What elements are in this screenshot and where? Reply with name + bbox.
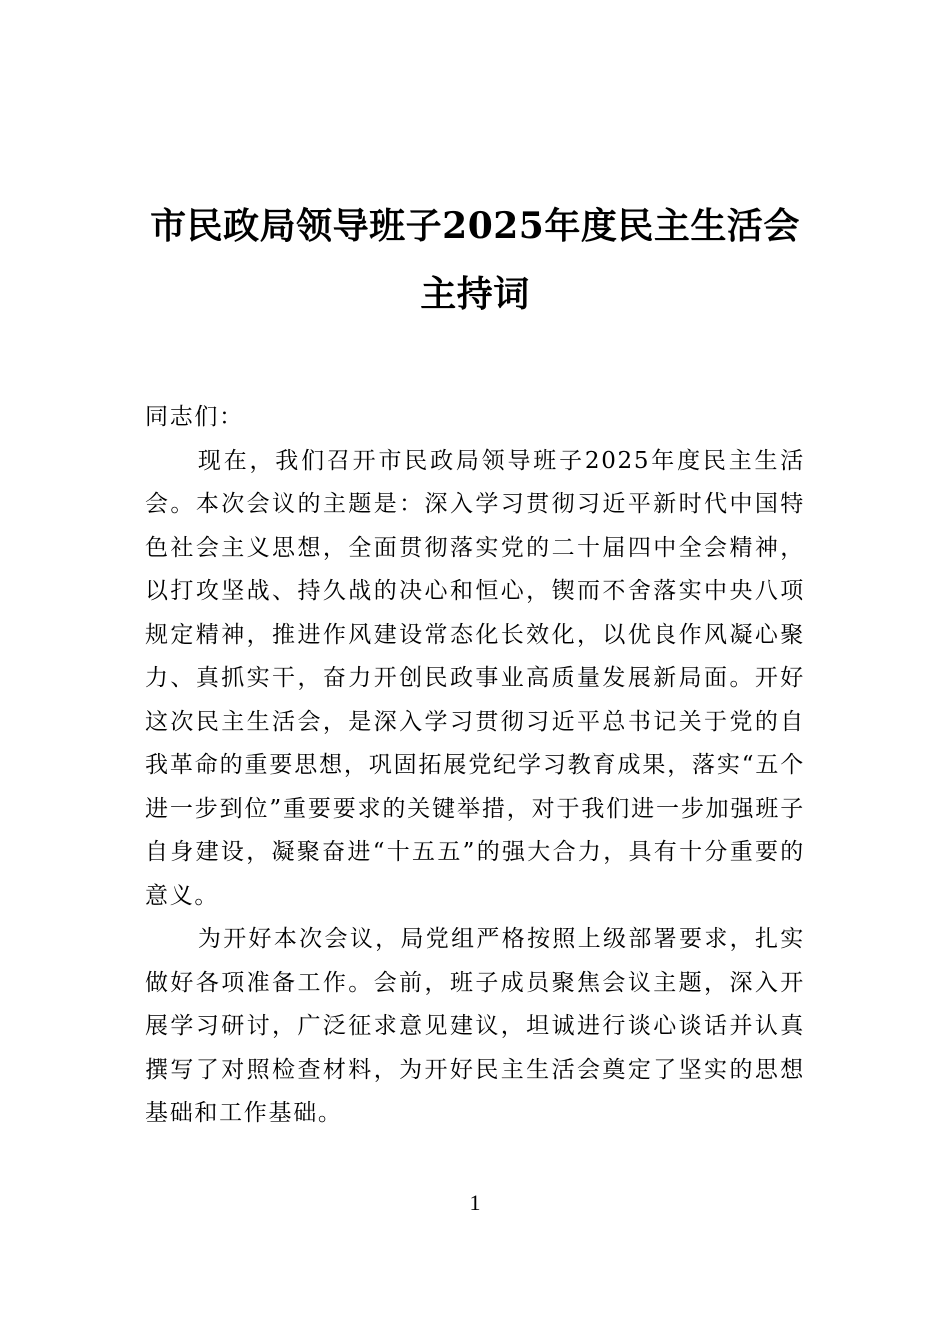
paragraph-preparation: 为开好本次会议，局党组严格按照上级部署要求，扎实做好各项准备工作。会前，班子成员聚焦会议主题，深入开展学习研讨，广泛征求意见建议，坦诚进行谈心谈话并认真撰写了对照检查材料，为开好民主生活会奠定了坚实的思想基础和工作基础。 bbox=[145, 926, 805, 1126]
document-title: 市民政局领导班子2025年度民主生活会主持词 bbox=[150, 205, 800, 315]
page-number: 1 bbox=[469, 1190, 481, 1215]
document-body bbox=[145, 396, 805, 1136]
greeting: 同志们： bbox=[145, 404, 244, 430]
paragraph-opening: 现在，我们召开市民政局领导班子2025年度民主生活会。本次会议的主题是：深入学习贯彻习近平新时代中国特色社会主义思想，全面贯彻落实党的二十届四中全会精神，以打攻坚战、持久战的决心和恒心，锲而不舍落实中央八项规定精神，推进作风建设常态化长效化，以优良作风凝心聚力、真抓实干，奋力开创民政事业高质量发展新局面。开好这次民主生活会，是深入学习贯彻习近平总书记关于党的自我革命的重要思想，巩固拓展党纪学习教育成果，落实“五个进一步到位”重要要求的关键举措，对于我们进一步加强班子自身建设，凝聚奋进“十五五”的强大合力，具有十分重要的意义。 bbox=[145, 447, 805, 909]
